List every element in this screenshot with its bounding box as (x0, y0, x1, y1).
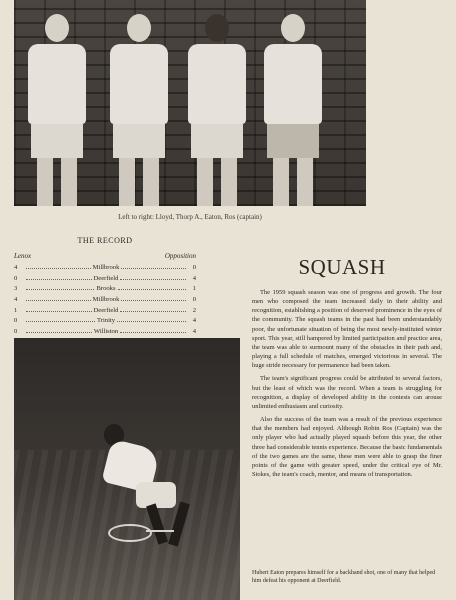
opponent-score: 0 (192, 296, 196, 304)
record-row (14, 307, 196, 318)
opposition-header: Opposition (164, 252, 196, 260)
lenox-score: 0 (14, 317, 18, 325)
dot-leader (26, 332, 92, 333)
opponent-score: 2 (192, 306, 196, 314)
dot-leader (117, 321, 186, 322)
dot-leader (120, 332, 186, 333)
opponent-score: 4 (192, 274, 196, 282)
lenox-score: 4 (14, 264, 18, 271)
lenox-score: 4 (14, 296, 18, 304)
record-header (14, 252, 196, 260)
lenox-score: 0 (14, 328, 18, 336)
athlete-figure (92, 424, 212, 554)
action-photo-caption: Hubert Eaton prepares himself for a backhand shot, one of many that helped him defeat his opponent at Deerfield. (252, 570, 436, 584)
lenox-header: Lenox (14, 252, 32, 260)
player-figure (110, 14, 168, 206)
record-row (14, 275, 196, 286)
player-figure (28, 14, 86, 206)
record-table (14, 236, 196, 339)
lenox-score: 1 (14, 306, 18, 314)
dot-leader (26, 311, 92, 312)
opponent-name: Deerfield (93, 274, 119, 282)
article-paragraph: Also the success of the team was a result of the previous experience that the members had enjoyed. Although Robin Ros (Captain) was the only player who had actually played squash before this year, the other three had considerable tennis experience. Because the basic fundamentals of the two games are the same, these men were able to grasp the finer points of the game with greater speed, under the critical eye of Mr. Stokes, the team's coach, mentor, and means of transportation. (252, 416, 442, 478)
opponent-score: 4 (192, 328, 196, 336)
opponent-name: Millbrook (92, 264, 120, 271)
opponent-name: Brooks (96, 285, 116, 293)
dot-leader (26, 268, 91, 269)
record-row (14, 296, 196, 307)
dot-leader (120, 311, 186, 312)
opponent-name: Millbrook (92, 296, 120, 304)
article-body (252, 288, 442, 479)
opponent-score: 1 (192, 285, 196, 293)
dot-leader (26, 300, 91, 301)
record-rows (14, 264, 196, 339)
dot-leader (26, 321, 95, 322)
article-paragraph: The team's significant progress could be attributed to several factors, but the least of which was the record. When a team is struggling for recognition, a display of developed ability in the contests can arouse unlimited enthusiasm and curiosity. (252, 375, 442, 410)
record-row (14, 317, 196, 328)
dot-leader (120, 279, 186, 280)
opponent-name: Deerfield (93, 306, 119, 314)
player-figure (264, 14, 322, 206)
record-row (14, 285, 196, 296)
article-title: SQUASH (298, 255, 386, 279)
dot-leader (118, 289, 186, 290)
dot-leader (121, 300, 186, 301)
opponent-name: Trinity (96, 317, 116, 325)
team-photo (14, 0, 366, 206)
dot-leader (121, 268, 186, 269)
opponent-score: 4 (192, 317, 196, 325)
action-photo (14, 338, 240, 600)
record-row (14, 264, 196, 275)
player-figure (188, 14, 246, 206)
dot-leader (26, 289, 94, 290)
lenox-score: 3 (14, 285, 18, 293)
article-paragraph: The 1959 squash season was one of progress and growth. The four men who composed the team increased daily in their ability and recognition, establishing a position of deserved prominence in the eyes of the community. The squash teams in the past had been understandably poor, the unfortunate situation of being the most newly-instituted winter sport. This year, still hampered by limited participation and practice area, the team was able to surmount many of the obstacles in their path and, playing a full schedule of matches, emerged victorious in several. The huge stride necessary for permanence had been taken. (252, 289, 442, 370)
team-photo-caption: Left to right: Lloyd, Thorp A., Eaton, Ros (captain) (118, 213, 262, 221)
racket-icon (108, 524, 152, 542)
record-title: THE RECORD (77, 236, 133, 245)
lenox-score: 0 (14, 274, 18, 282)
opponent-name: Williston (93, 328, 119, 336)
dot-leader (26, 279, 92, 280)
opponent-score: 0 (192, 264, 196, 271)
